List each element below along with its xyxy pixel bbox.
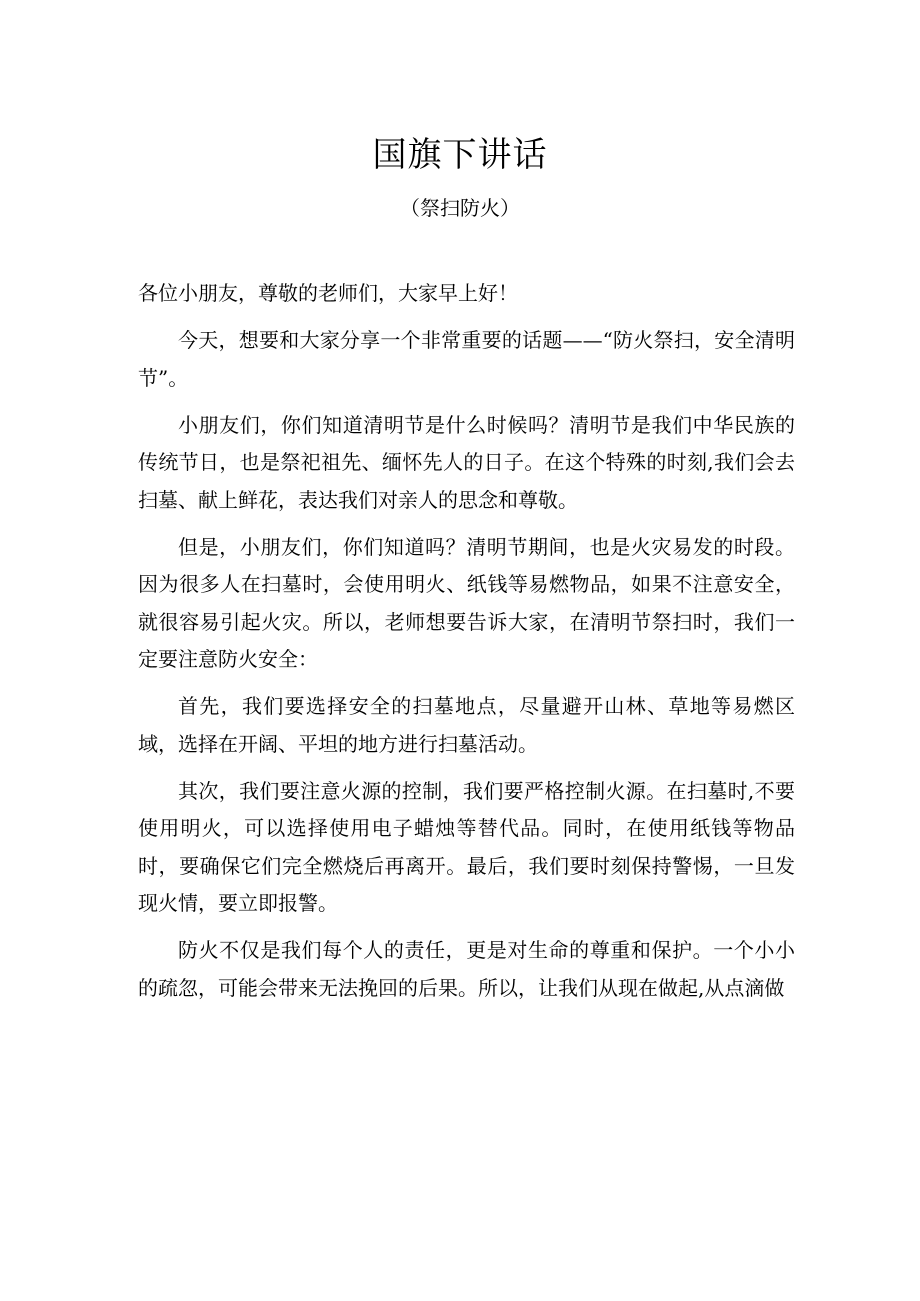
document-title: 国旗下讲话	[372, 135, 548, 175]
paragraph-fire-risk: 但是，小朋友们，你们知道吗？清明节期间，也是火灾易发的时段。因为很多人在扫墓时，会使用明火、纸钱等易燃物品，如果不注意安全，就很容易引起火灾。所以，老师想要告诉大家，在清明节祭扫时，我们一定要注意防火安全：	[138, 534, 795, 671]
document-subtitle: （祭扫防火）	[400, 196, 520, 220]
document-body	[138, 275, 795, 1017]
paragraph-responsibility: 防火不仅是我们每个人的责任，更是对生命的尊重和保护。一个小小的疏忽，可能会带来无法挽回的后果。所以，让我们从现在做起,从点滴做	[138, 938, 795, 1000]
paragraph-qingming-intro: 小朋友们，你们知道清明节是什么时候吗？清明节是我们中华民族的传统节日，也是祭祀祖先、缅怀先人的日子。在这个特殊的时刻,我们会去扫墓、献上鲜花，表达我们对亲人的思念和尊敬。	[138, 412, 795, 512]
paragraph-greeting: 各位小朋友，尊敬的老师们，大家早上好！	[138, 281, 518, 305]
paragraph-first-point: 首先，我们要选择安全的扫墓地点，尽量避开山林、草地等易燃区域，选择在开阔、平坦的地方进行扫墓活动。	[138, 694, 795, 756]
paragraph-topic: 今天，想要和大家分享一个非常重要的话题——“防火祭扫，安全清明节”。	[138, 328, 795, 390]
paragraph-second-point: 其次，我们要注意火源的控制，我们要严格控制火源。在扫墓时,不要使用明火，可以选择使用电子蜡烛等替代品。同时，在使用纸钱等物品时，要确保它们完全燃烧后再离开。最后，我们要时刻保持警惕，一旦发现火情，要立即报警。	[138, 778, 795, 915]
